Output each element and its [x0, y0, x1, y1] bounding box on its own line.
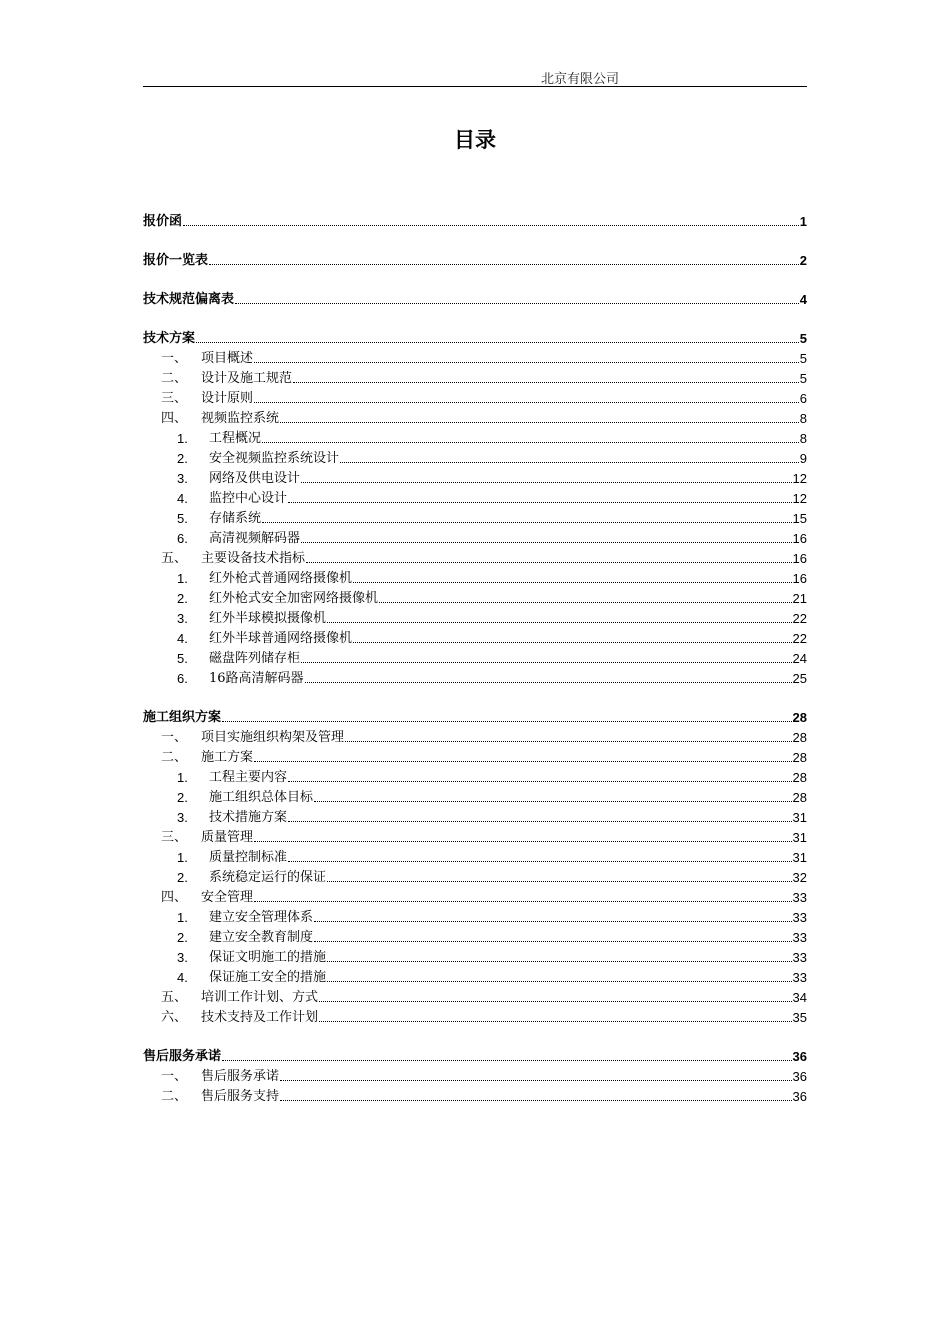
toc-entry-label: 报价一览表 [143, 253, 209, 268]
toc-entry-number: 二、 [161, 1089, 188, 1104]
toc-entry[interactable] [143, 945, 807, 965]
toc-entry-label: 安全视频监控系统设计 [209, 451, 340, 466]
toc-entry[interactable] [143, 925, 807, 945]
dot-leader [262, 522, 792, 523]
toc-entry[interactable] [143, 626, 807, 646]
toc-spacer [143, 268, 807, 278]
dot-leader [327, 961, 792, 962]
toc-entry-title [143, 292, 234, 307]
toc-entry-label: 质量控制标准 [209, 850, 288, 865]
toc-entry[interactable] [143, 696, 807, 725]
toc-entry-page-number: 25 [792, 671, 807, 686]
toc-entry-page-number: 28 [792, 730, 807, 745]
toc-entry-label: 设计及施工规范 [201, 371, 293, 386]
dot-leader [254, 402, 799, 403]
dot-leader [327, 981, 792, 982]
toc-entry-label: 主要设备技术指标 [201, 551, 306, 566]
dot-leader [314, 921, 792, 922]
dot-leader [254, 362, 799, 363]
toc-entry-page-number: 31 [792, 850, 807, 865]
toc-entry-title [143, 1010, 318, 1025]
toc-entry[interactable] [143, 865, 807, 885]
toc-entry-label: 项目实施组织构架及管理 [201, 730, 345, 745]
toc-entry-number: 一、 [161, 351, 188, 366]
toc-entry-number: 2. [177, 930, 188, 945]
toc-entry-number: 3. [177, 611, 188, 626]
toc-entry[interactable] [143, 765, 807, 785]
toc-entry-title [143, 451, 339, 466]
header-company: 北京有限公司 [541, 72, 620, 87]
toc-entry-title [143, 770, 287, 785]
toc-entry-page-number: 36 [792, 1069, 807, 1084]
toc-entry-page-number: 4 [799, 292, 807, 307]
toc-entry-number: 一、 [161, 1069, 188, 1084]
toc-entry-label: 工程概况 [209, 431, 262, 446]
toc-entry[interactable] [143, 586, 807, 606]
toc-entry-page-number: 31 [792, 810, 807, 825]
toc-entry-page-number: 24 [792, 651, 807, 666]
dot-leader [280, 1100, 792, 1101]
toc-entry[interactable] [143, 426, 807, 446]
toc-entry[interactable] [143, 1084, 807, 1104]
toc-entry[interactable] [143, 546, 807, 566]
dot-leader [288, 821, 792, 822]
toc-entry-title [143, 890, 253, 905]
dot-leader [340, 462, 799, 463]
toc-entry-number: 1. [177, 910, 188, 925]
toc-entry-page-number: 31 [792, 830, 807, 845]
toc-entry[interactable] [143, 965, 807, 985]
toc-entry-label: 保证文明施工的措施 [209, 950, 327, 965]
toc-entry-label: 设计原则 [201, 391, 254, 406]
toc-entry-page-number: 36 [792, 1049, 807, 1064]
toc-entry[interactable] [143, 666, 807, 686]
toc-entry[interactable] [143, 566, 807, 586]
toc-entry-number: 三、 [161, 830, 188, 845]
dot-leader [280, 422, 799, 423]
toc-entry-number: 1. [177, 431, 188, 446]
toc-entry-label: 高清视频解码器 [209, 531, 301, 546]
toc-entry-number: 一、 [161, 730, 188, 745]
page-title: 目录 [454, 128, 496, 152]
toc-entry-page-number: 16 [792, 531, 807, 546]
toc-entry-title [143, 591, 378, 606]
toc-entry-page-number: 33 [792, 930, 807, 945]
toc-entry-number: 2. [177, 591, 188, 606]
dot-leader [301, 662, 792, 663]
toc-entry-title [143, 214, 182, 229]
toc-entry-title [143, 651, 300, 666]
toc-entry-number: 2. [177, 870, 188, 885]
toc-entry-label: 红外枪式普通网络摄像机 [209, 571, 353, 586]
toc-entry-number: 二、 [161, 371, 188, 386]
toc-entry-number: 3. [177, 810, 188, 825]
toc-entry-label: 保证施工安全的措施 [209, 970, 327, 985]
toc-entry[interactable] [143, 506, 807, 526]
toc-entry-page-number: 34 [792, 990, 807, 1005]
toc-entry-label: 建立安全教育制度 [209, 930, 314, 945]
toc-entry-page-number: 28 [792, 790, 807, 805]
toc-entry-number: 五、 [161, 551, 188, 566]
toc-entry-page-number: 35 [792, 1010, 807, 1025]
toc-entry[interactable] [143, 406, 807, 426]
toc-entry-title [143, 1089, 279, 1104]
toc-entry[interactable] [143, 366, 807, 386]
toc-entry-number: 四、 [161, 411, 188, 426]
toc-entry[interactable] [143, 606, 807, 626]
dot-leader [306, 562, 792, 563]
toc-entry[interactable] [143, 845, 807, 865]
toc-entry-number: 5. [177, 651, 188, 666]
toc-entry-number: 1. [177, 850, 188, 865]
toc-entry-title [143, 631, 352, 646]
dot-leader [353, 582, 792, 583]
toc-entry-label: 建立安全管理体系 [209, 910, 314, 925]
toc-entry-title [143, 671, 304, 686]
toc-entry-label: 红外枪式安全加密网络摄像机 [209, 591, 379, 606]
dot-leader [280, 1080, 792, 1081]
toc-entry-number: 4. [177, 631, 188, 646]
dot-leader [222, 1060, 792, 1061]
dot-leader [222, 721, 792, 722]
toc-entry-label: 技术方案 [143, 331, 196, 346]
dot-leader [183, 225, 799, 226]
toc-entry-page-number: 8 [799, 411, 807, 426]
toc-entry-title [143, 990, 318, 1005]
toc-entry-label: 培训工作计划、方式 [201, 990, 319, 1005]
toc-entry[interactable] [143, 526, 807, 546]
toc-entry-label: 施工方案 [201, 750, 254, 765]
toc-entry-title [143, 511, 261, 526]
toc-entry-title [143, 870, 326, 885]
toc-entry-title [143, 391, 253, 406]
toc-entry-page-number: 1 [799, 214, 807, 229]
toc-entry-page-number: 33 [792, 970, 807, 985]
toc-entry-title [143, 471, 300, 486]
dot-leader [235, 303, 799, 304]
dot-leader [288, 861, 792, 862]
toc-entry-number: 4. [177, 970, 188, 985]
toc-entry[interactable] [143, 466, 807, 486]
toc-entry-title [143, 331, 195, 346]
toc-entry-page-number: 6 [799, 391, 807, 406]
toc-entry-number: 1. [177, 571, 188, 586]
toc-entry-title [143, 411, 279, 426]
toc-entry-title [143, 351, 253, 366]
dot-leader [353, 642, 792, 643]
toc-spacer [143, 686, 807, 696]
dot-leader [301, 482, 792, 483]
toc-entry-label: 售后服务支持 [201, 1089, 280, 1104]
toc-entry-label: 网络及供电设计 [209, 471, 301, 486]
toc-entry-page-number: 5 [799, 351, 807, 366]
toc-entry[interactable] [143, 825, 807, 845]
toc-entry-label: 质量管理 [201, 830, 254, 845]
toc-entry-number: 2. [177, 790, 188, 805]
toc-entry-title [143, 910, 313, 925]
toc-entry-number: 5. [177, 511, 188, 526]
toc-entry-number: 4. [177, 491, 188, 506]
toc-entry[interactable] [143, 805, 807, 825]
toc-entry-page-number: 36 [792, 1089, 807, 1104]
toc-entry-page-number: 22 [792, 611, 807, 626]
toc-entry-title [143, 950, 326, 965]
toc-entry-page-number: 8 [799, 431, 807, 446]
toc-entry[interactable] [143, 317, 807, 346]
toc-entry-number: 三、 [161, 391, 188, 406]
toc-entry-page-number: 32 [792, 870, 807, 885]
toc-entry-title [143, 491, 287, 506]
toc-entry-number: 3. [177, 950, 188, 965]
toc-entry-page-number: 33 [792, 890, 807, 905]
toc-entry-title [143, 710, 221, 725]
toc-entry-label: 报价函 [143, 214, 183, 229]
dot-leader [262, 442, 799, 443]
toc-entry-title [143, 750, 253, 765]
toc-entry-page-number: 16 [792, 571, 807, 586]
toc-entry-label: 施工组织方案 [143, 710, 222, 725]
dot-leader [301, 542, 792, 543]
dot-leader [288, 502, 792, 503]
toc-entry[interactable] [143, 905, 807, 925]
toc-entry[interactable] [143, 885, 807, 905]
dot-leader [288, 781, 792, 782]
toc-entry-title [143, 850, 287, 865]
toc-entry-title [143, 551, 305, 566]
toc-entry-label: 售后服务承诺 [201, 1069, 280, 1084]
dot-leader [293, 382, 799, 383]
toc-entry[interactable] [143, 446, 807, 466]
toc-entry-page-number: 28 [792, 710, 807, 725]
dot-leader [196, 342, 799, 343]
dot-leader [314, 801, 792, 802]
toc-entry[interactable] [143, 346, 807, 366]
toc-entry-label: 监控中心设计 [209, 491, 288, 506]
dot-leader [305, 682, 792, 683]
dot-leader [327, 622, 792, 623]
toc-spacer [143, 307, 807, 317]
dot-leader [379, 602, 792, 603]
toc-entry[interactable] [143, 1035, 807, 1064]
toc-entry-title [143, 970, 326, 985]
toc-entry-title [143, 611, 326, 626]
toc-entry-label: 售后服务承诺 [143, 1049, 222, 1064]
dot-leader [314, 941, 792, 942]
toc-entry[interactable] [143, 985, 807, 1005]
toc-entry-title [143, 371, 292, 386]
toc-spacer [143, 229, 807, 239]
toc-entry-title [143, 930, 313, 945]
toc-entry-label: 存储系统 [209, 511, 262, 526]
toc-entry[interactable] [143, 1064, 807, 1084]
toc-entry-label: 技术规范偏离表 [143, 292, 235, 307]
toc-entry-number: 6. [177, 531, 188, 546]
toc-entry-number: 3. [177, 471, 188, 486]
toc-entry-label: 施工组织总体目标 [209, 790, 314, 805]
toc-entry-number: 1. [177, 770, 188, 785]
toc-entry-title [143, 253, 208, 268]
toc-entry-label: 项目概述 [201, 351, 254, 366]
toc-entry-number: 四、 [161, 890, 188, 905]
toc-entry-number: 2. [177, 451, 188, 466]
toc-entry[interactable] [143, 486, 807, 506]
toc-entry-page-number: 16 [792, 551, 807, 566]
toc-entry-title [143, 790, 313, 805]
toc-entry[interactable] [143, 239, 807, 268]
toc-entry-page-number: 15 [792, 511, 807, 526]
toc-entry-label: 磁盘阵列储存柜 [209, 651, 301, 666]
dot-leader [345, 741, 792, 742]
toc-entry-page-number: 9 [799, 451, 807, 466]
toc-entry-number: 五、 [161, 990, 188, 1005]
toc-entry-title [143, 830, 253, 845]
dot-leader [319, 1021, 792, 1022]
toc-entry[interactable] [143, 646, 807, 666]
toc-entry-page-number: 33 [792, 950, 807, 965]
toc-entry-number: 二、 [161, 750, 188, 765]
toc-entry-title [143, 810, 287, 825]
dot-leader [319, 1001, 792, 1002]
toc-entry-number: 六、 [161, 1010, 188, 1025]
page-header [143, 68, 807, 87]
dot-leader [327, 881, 792, 882]
toc-entry[interactable] [143, 785, 807, 805]
toc-entry-title [143, 1049, 221, 1064]
toc-entry-page-number: 12 [792, 471, 807, 486]
toc-entry-page-number: 22 [792, 631, 807, 646]
dot-leader [209, 264, 799, 265]
toc-spacer [143, 1025, 807, 1035]
toc-entry[interactable] [143, 200, 807, 229]
toc-entry-page-number: 2 [799, 253, 807, 268]
toc-entry-title [143, 431, 261, 446]
toc-entry-label: 系统稳定运行的保证 [209, 870, 327, 885]
toc-entry-page-number: 33 [792, 910, 807, 925]
toc-entry-title [143, 531, 300, 546]
toc-entry-title [143, 730, 344, 745]
toc-entry[interactable] [143, 745, 807, 765]
toc-entry[interactable] [143, 725, 807, 745]
toc-entry-label: 安全管理 [201, 890, 254, 905]
toc-entry-label: 视频监控系统 [201, 411, 280, 426]
toc-entry-page-number: 5 [799, 331, 807, 346]
dot-leader [254, 901, 792, 902]
toc-entry[interactable] [143, 278, 807, 307]
toc-entry[interactable] [143, 386, 807, 406]
table-of-contents [143, 200, 807, 1104]
toc-entry-page-number: 21 [792, 591, 807, 606]
toc-entry-page-number: 5 [799, 371, 807, 386]
toc-entry-title [143, 1069, 279, 1084]
toc-entry-label: 红外半球普通网络摄像机 [209, 631, 353, 646]
toc-entry-label: 16路高清解码器 [209, 671, 304, 686]
toc-entry-label: 红外半球模拟摄像机 [209, 611, 327, 626]
toc-entry[interactable] [143, 1005, 807, 1025]
toc-entry-page-number: 28 [792, 750, 807, 765]
dot-leader [254, 841, 792, 842]
toc-entry-title [143, 571, 352, 586]
toc-entry-page-number: 28 [792, 770, 807, 785]
toc-entry-label: 工程主要内容 [209, 770, 288, 785]
dot-leader [254, 761, 792, 762]
toc-entry-label: 技术措施方案 [209, 810, 288, 825]
toc-entry-page-number: 12 [792, 491, 807, 506]
toc-entry-label: 技术支持及工作计划 [201, 1010, 319, 1025]
toc-entry-number: 6. [177, 671, 188, 686]
